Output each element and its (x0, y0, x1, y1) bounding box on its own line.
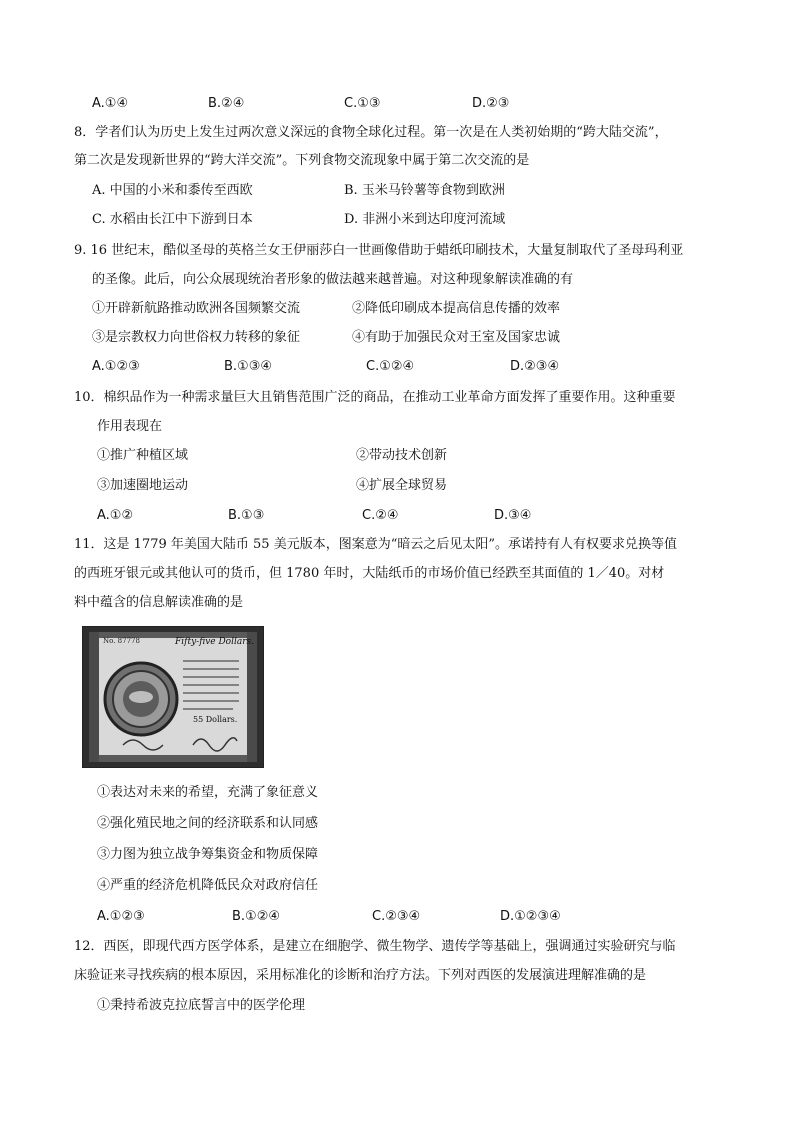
q11-stem-line-2: 的西班牙银元或其他认可的货币，但 1780 年时，大陆纸币的市场价值已经跌至其面值的 1／40。对材 (74, 566, 665, 581)
q9-item-1: ①开辟新航路推动欧洲各国频繁交流 (92, 301, 301, 316)
q8-option-d[interactable]: D. 非洲小米到达印度河流域 (344, 212, 506, 227)
q12-stem-line-1: 12．西医，即现代西方医学体系，是建立在细胞学、微生物学、遗传学等基础上，强调通过实验研究与临 (74, 939, 676, 954)
q12-stem-line-2: 床验证来寻找疾病的根本原因，采用标准化的诊断和治疗方法。下列对西医的发展演进理解准确的是 (74, 968, 647, 983)
q8-option-c[interactable]: C. 水稻由长江中下游到日本 (92, 212, 253, 227)
continental-currency-image (82, 626, 264, 768)
q10-option-d[interactable]: D.③④ (494, 508, 532, 523)
q9-option-b[interactable]: B.①③④ (224, 359, 273, 374)
q11-item-3: ③力图为独立战争筹集资金和物质保障 (97, 847, 319, 862)
q11-option-b[interactable]: B.①②④ (232, 909, 281, 924)
q9-item-3: ③是宗教权力向世俗权力转移的象征 (92, 330, 301, 345)
bill-amount: 55 Dollars. (193, 715, 238, 724)
q9-item-2: ②降低印刷成本提高信息传播的效率 (352, 301, 561, 316)
q9-option-a[interactable]: A.①②③ (92, 359, 140, 374)
q7-option-d[interactable]: D.②③ (472, 96, 510, 111)
q8-option-a[interactable]: A. 中国的小米和黍传至西欧 (92, 183, 253, 198)
q10-option-a[interactable]: A.①② (97, 508, 134, 523)
q9-stem-line-1: 9. 16 世纪末，酷似圣母的英格兰女王伊丽莎白一世画像借助于蜡纸印刷技术，大量复制取代了圣母玛利亚 (74, 243, 684, 258)
q11-option-c[interactable]: C.②③④ (372, 909, 421, 924)
bill-serial: No. 87778 (103, 637, 140, 645)
q9-stem-line-2: 的圣像。此后，向公众展现统治者形象的做法越来越普遍。对这种现象解读准确的有 (92, 272, 574, 287)
q10-item-4: ④扩展全球贸易 (356, 478, 448, 493)
q10-option-c[interactable]: C.②④ (362, 508, 399, 523)
q9-option-c[interactable]: C.①②④ (366, 359, 415, 374)
q8-stem-line-1: 8．学者们认为历史上发生过两次意义深远的食物全球化过程。第一次是在人类初始期的“跨大陆交流”， (74, 125, 668, 140)
q11-item-4: ④严重的经济危机降低民众对政府信任 (97, 878, 319, 893)
q10-option-b[interactable]: B.①③ (228, 508, 265, 523)
q12-item-1: ①秉持希波克拉底誓言中的医学伦理 (97, 998, 306, 1013)
q11-item-1: ①表达对未来的希望，充满了象征意义 (97, 785, 319, 800)
q10-item-1: ①推广种植区域 (97, 448, 189, 463)
q10-item-3: ③加速圈地运动 (97, 478, 189, 493)
q7-option-c[interactable]: C.①③ (344, 96, 381, 111)
q7-option-b[interactable]: B.②④ (208, 96, 245, 111)
q10-stem-line-2: 作用表现在 (97, 419, 163, 434)
q9-option-d[interactable]: D.②③④ (510, 359, 560, 374)
q11-stem-line-1: 11．这是 1779 年美国大陆币 55 美元版本，图案意为“暗云之后见太阳”。承诺持有人有权要求兑换等值 (74, 537, 677, 552)
bill-drawing (83, 627, 263, 767)
q11-item-2: ②强化殖民地之间的经济联系和认同感 (97, 816, 319, 831)
q11-option-d[interactable]: D.①②③④ (500, 909, 561, 924)
q8-option-b[interactable]: B. 玉米马铃薯等食物到欧洲 (344, 183, 505, 198)
q11-stem-line-3: 料中蕴含的信息解读准确的是 (74, 595, 244, 610)
bill-title: Fifty-five Dollars. (175, 637, 255, 647)
q9-item-4: ④有助于加强民众对王室及国家忠诚 (352, 330, 561, 345)
q8-stem-line-2: 第二次是发现新世界的“跨大洋交流”。下列食物交流现象中属于第二次交流的是 (74, 153, 530, 168)
q10-item-2: ②带动技术创新 (356, 448, 448, 463)
q10-stem-line-1: 10．棉织品作为一种需求量巨大且销售范围广泛的商品，在推动工业革命方面发挥了重要作用。这种重要 (74, 390, 676, 405)
q7-option-a[interactable]: A.①④ (92, 96, 129, 111)
q11-option-a[interactable]: A.①②③ (97, 909, 145, 924)
